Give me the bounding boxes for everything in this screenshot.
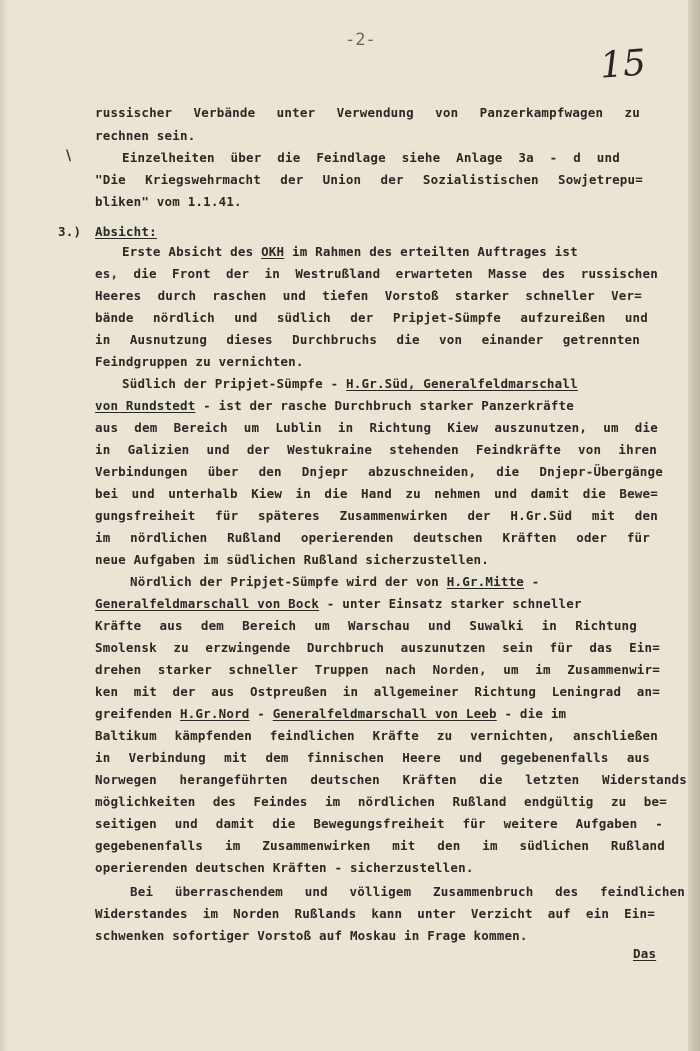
- okh-underlined: OKH: [261, 244, 285, 259]
- text-line: in Galizien und der Westukraine stehenden Feindkräfte von ihren: [95, 442, 657, 457]
- text-line: Kräfte aus dem Bereich um Warschau und Suwalki in Richtung: [95, 618, 637, 633]
- text-line: Generalfeldmarschall von Bock - unter Einsatz starker schneller: [95, 596, 582, 611]
- text-line: gegebenenfalls im Zusammenwirken mit den im südlichen Rußland: [95, 838, 665, 853]
- hgr-sued-underlined: H.Gr.Süd, Generalfeldmarschall: [346, 376, 578, 391]
- text-line: Widerstandes im Norden Rußlands kann unter Verzicht auf ein Ein=: [95, 906, 655, 921]
- text-line: Nördlich der Pripjet-Sümpfe wird der von H.Gr.Mitte -: [130, 574, 540, 589]
- text-line: ken mit der aus Ostpreußen in allgemeiner Richtung Leningrad an=: [95, 684, 660, 699]
- text-line: "Die Kriegswehrmacht der Union der Sozialistischen Sowjetrepu=: [95, 172, 643, 187]
- text-line: Norwegen herangeführten deutschen Kräften die letzten Widerstands: [95, 772, 687, 787]
- handwritten-folio-number: 15: [598, 42, 648, 87]
- text-line: Baltikum kämpfenden feindlichen Kräfte zu vernichten, anschließen: [95, 728, 658, 743]
- text-line: Südlich der Pripjet-Sümpfe - H.Gr.Süd, Generalfeldmarschall: [122, 376, 578, 391]
- text-line: Verbindungen über den Dnjepr abzuschneiden, die Dnjepr-Übergänge: [95, 464, 663, 479]
- text-line: schwenken sofortiger Vorstoß auf Moskau in Frage kommen.: [95, 928, 528, 943]
- text-line: Feindgruppen zu vernichten.: [95, 354, 304, 369]
- text-line: operierenden deutschen Kräften - sicherzustellen.: [95, 860, 474, 875]
- text-line: in Verbindung mit dem finnischen Heere und gegebenenfalls aus: [95, 750, 650, 765]
- text-line: von Rundstedt - ist der rasche Durchbruch starker Panzerkräfte: [95, 398, 574, 413]
- margin-mark: \: [66, 148, 72, 164]
- text-line: bände nördlich und südlich der Pripjet-Sümpfe aufzureißen und: [95, 310, 648, 325]
- bock-underlined: Generalfeldmarschall von Bock: [95, 596, 320, 611]
- text-line: Erste Absicht des OKH im Rahmen des erteilten Auftrages ist: [122, 244, 578, 259]
- text-line: rechnen sein.: [95, 128, 196, 143]
- section-title: Absicht:: [95, 224, 157, 239]
- rundstedt-underlined: von Rundstedt: [95, 398, 196, 413]
- text-line: drehen starker schneller Truppen nach Norden, um im Zusammenwir=: [95, 662, 660, 677]
- text-line: greifenden H.Gr.Nord - Generalfeldmarschall von Leeb - die im: [95, 706, 567, 721]
- text-line: Einzelheiten über die Feindlage siehe Anlage 3a - d und: [122, 150, 620, 165]
- hgr-nord-underlined: H.Gr.Nord: [179, 706, 250, 721]
- text-line: es, die Front der in Westrußland erwarteten Masse des russischen: [95, 266, 658, 281]
- text-line: bliken" vom 1.1.41.: [95, 194, 242, 209]
- hgr-mitte-underlined: H.Gr.Mitte: [446, 574, 525, 589]
- text-line: im nördlichen Rußland operierenden deutschen Kräften oder für: [95, 530, 650, 545]
- catchword: Das: [633, 946, 657, 961]
- text-line: möglichkeiten des Feindes im nördlichen Rußland endgültig zu be=: [95, 794, 667, 809]
- text-line: gungsfreiheit für späteres Zusammenwirken der H.Gr.Süd mit den: [95, 508, 658, 523]
- text-line: Bei überraschendem und völligem Zusammenbruch des feindlichen: [130, 884, 685, 899]
- text-line: russischer Verbände unter Verwendung von Panzerkampfwagen zu: [95, 105, 640, 120]
- section-label: 3.): [58, 224, 82, 239]
- text-line: in Ausnutzung dieses Durchbruchs die von einander getrennten: [95, 332, 640, 347]
- text-line: aus dem Bereich um Lublin in Richtung Kiew auszunutzen, um die: [95, 420, 658, 435]
- text-line: neue Aufgaben im südlichen Rußland sicherzustellen.: [95, 552, 490, 567]
- text-line: seitigen und damit die Bewegungsfreiheit für weitere Aufgaben -: [95, 816, 663, 831]
- text-line: bei und unterhalb Kiew in die Hand zu nehmen und damit die Bewe=: [95, 486, 658, 501]
- text-line: Heeres durch raschen und tiefen Vorstoß starker schneller Ver=: [95, 288, 642, 303]
- text-line: Smolensk zu erzwingende Durchbruch auszunutzen sein für das Ein=: [95, 640, 660, 655]
- page-number: -2-: [345, 30, 376, 50]
- leeb-underlined: Generalfeldmarschall von Leeb: [272, 706, 497, 721]
